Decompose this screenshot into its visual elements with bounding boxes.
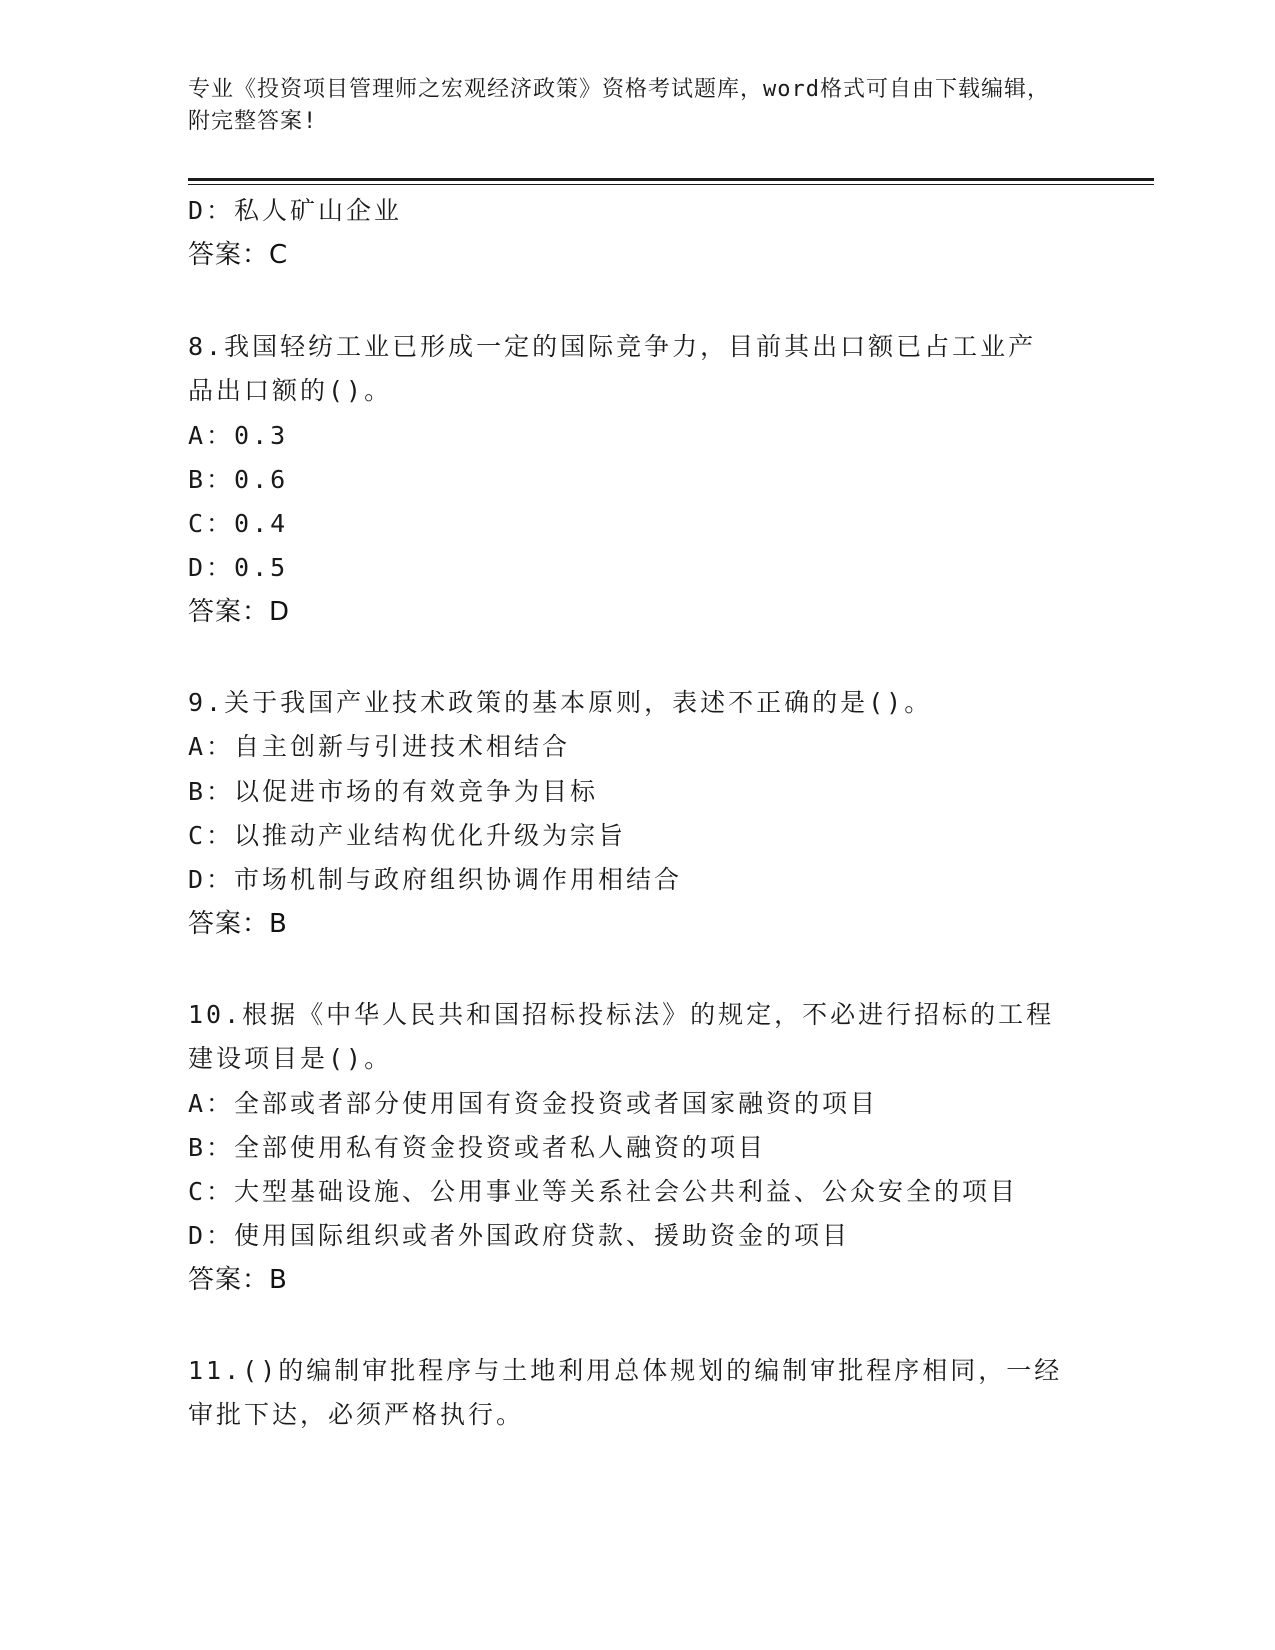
question-9-option-d: D：市场机制与政府组织协调作用相结合 [188,865,683,894]
question-9-option-b: B：以促进市场的有效竞争为目标 [188,777,599,806]
question-8-option-d: D：0.5 [188,553,289,582]
question-8-stem: 8.我国轻纺工业已形成一定的国际竞争力，目前其出口额已占工业产 [188,332,1037,361]
question-8-stem-cont: 品出口额的()。 [188,376,393,405]
question-10-option-b: B：全部使用私有资金投资或者私人融资的项目 [188,1133,767,1162]
question-10-stem: 10.根据《中华人民共和国招标投标法》的规定，不必进行招标的工程 [188,1000,1055,1029]
question-9-stem: 9.关于我国产业技术政策的基本原则，表述不正确的是()。 [188,688,933,717]
question-10-option-c: C：大型基础设施、公用事业等关系社会公共利益、公众安全的项目 [188,1177,1019,1206]
option-d: D：私人矿山企业 [188,196,403,225]
question-8-option-a: A：0.3 [188,421,289,450]
question-11-stem: 11.()的编制审批程序与土地利用总体规划的编制审批程序相同，一经 [188,1356,1063,1385]
header-divider-thin [188,184,1154,185]
document-header: 专业《投资项目管理师之宏观经济政策》资格考试题库，word格式可自由下载编辑，附完整答案! [188,77,1050,134]
question-11-stem-cont: 审批下达，必须严格执行。 [188,1400,525,1429]
answer: 答案：C [188,240,289,270]
question-9-answer: 答案：B [188,909,288,939]
question-10-stem-cont: 建设项目是()。 [188,1044,393,1073]
header-divider-thick [188,178,1154,181]
question-8-answer: 答案：D [188,597,291,627]
question-8-option-b: B：0.6 [188,465,289,494]
question-9-option-a: A：自主创新与引进技术相结合 [188,732,571,761]
question-9-option-c: C：以推动产业结构优化升级为宗旨 [188,821,627,850]
question-8-option-c: C：0.4 [188,509,289,538]
question-10-option-a: A：全部或者部分使用国有资金投资或者国家融资的项目 [188,1089,879,1118]
question-10-answer: 答案：B [188,1265,288,1295]
question-10-option-d: D：使用国际组织或者外国政府贷款、援助资金的项目 [188,1221,851,1250]
